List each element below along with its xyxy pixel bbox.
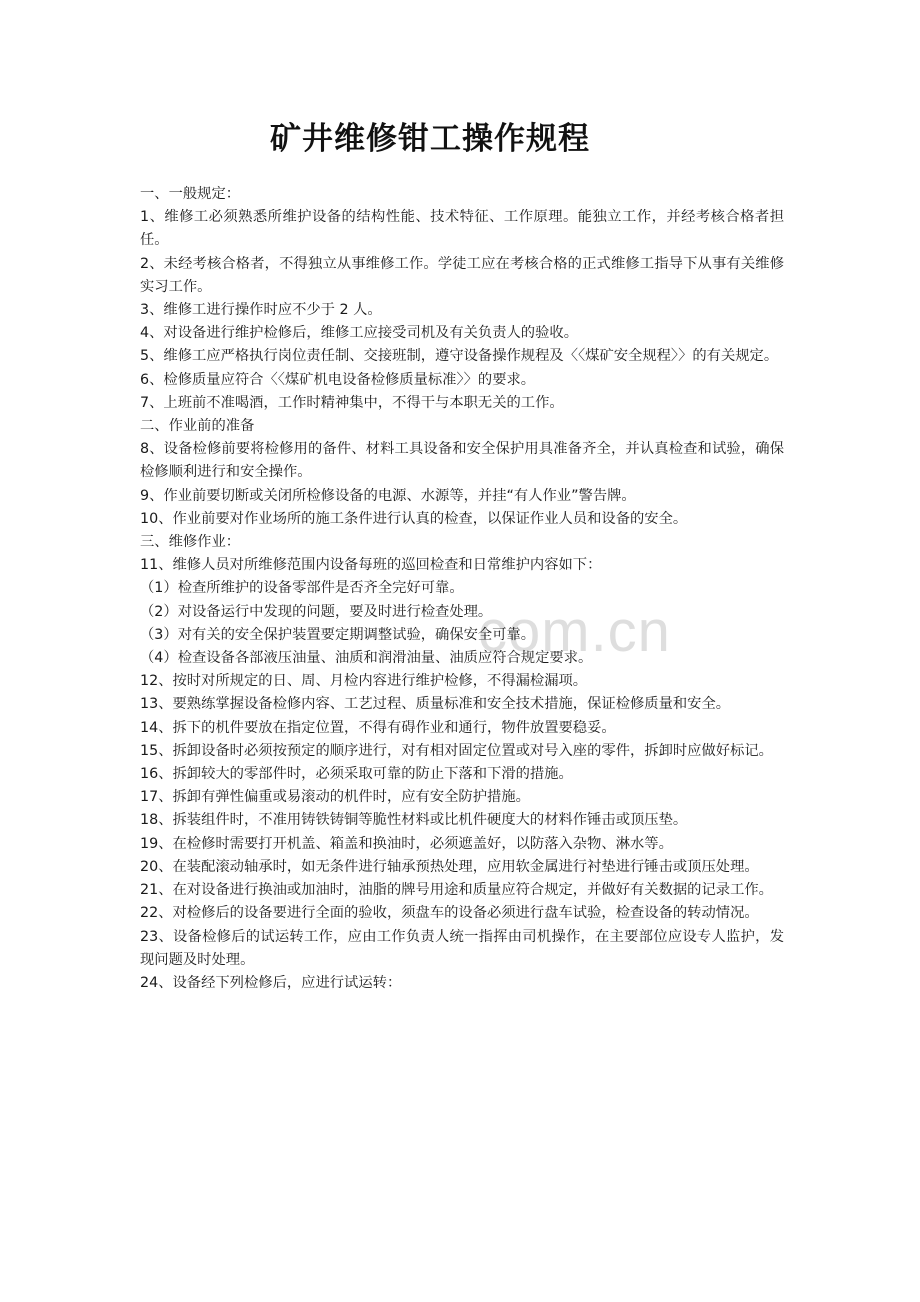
paragraph-line: 4、对设备进行维护检修后，维修工应接受司机及有关负责人的验收。	[140, 325, 578, 342]
paragraph-line: 23、设备检修后的试运转工作，应由工作负责人统一指挥由司机操作，在主要部位应设专人监护，发现问题及时处理。	[140, 928, 784, 968]
paragraph-line: 18、拆装组件时，不准用铸铁铸铜等脆性材料或比机件硬度大的材料作锤击或顶压垫。	[140, 812, 688, 829]
paragraph-line: （4）检查设备各部液压油量、油质和润滑油量、油质应符合规定要求。	[140, 650, 593, 667]
paragraph-line: （3）对有关的安全保护装置要定期调整试验，确保安全可靠。	[140, 626, 536, 643]
paragraph-line: （1）检查所维护的设备零部件是否齐全完好可靠。	[140, 580, 464, 597]
paragraph-line: 19、在检修时需要打开机盖、箱盖和换油时，必须遮盖好，以防落入杂物、淋水等。	[140, 835, 673, 852]
paragraph-line: 8、设备检修前要将检修用的备件、材料工具设备和安全保护用具准备齐全，并认真检查和试验，确保检修顺利进行和安全操作。	[140, 441, 784, 481]
paragraph-line: 三、维修作业：	[140, 534, 241, 551]
paragraph-line: 7、上班前不准喝酒，工作时精神集中，不得干与本职无关的工作。	[140, 394, 564, 411]
paragraph-line: 16、拆卸较大的零部件时，必须采取可靠的防止下落和下滑的措施。	[140, 766, 573, 783]
paragraph-line: 24、设备经下列检修后，应进行试运转：	[140, 974, 402, 991]
paragraph-line: 2、未经考核合格者，不得独立从事维修工作。学徒工应在考核合格的正式维修工指导下从事有关维修实习工作。	[140, 255, 784, 295]
paragraph-line: 15、拆卸设备时必须按预定的顺序进行，对有相对固定位置或对号入座的零件，拆卸时应做好标记。	[140, 742, 773, 759]
paragraph-line: 10、作业前要对作业场所的施工条件进行认真的检查，以保证作业人员和设备的安全。	[140, 510, 688, 527]
paragraph-line: 17、拆卸有弹性偏重或易滚动的机件时，应有安全防护措施。	[140, 789, 530, 806]
paragraph-line: 14、拆下的机件要放在指定位置，不得有碍作业和通行，物件放置要稳妥。	[140, 719, 616, 736]
paragraph-line: 20、在装配滚动轴承时，如无条件进行轴承预热处理，应用软金属进行衬垫进行锤击或顶压处理。	[140, 858, 759, 875]
paragraph-line: 13、要熟练掌握设备检修内容、工艺过程、质量标准和安全技术措施，保证检修质量和安全。	[140, 696, 731, 713]
document-body	[140, 183, 784, 995]
paragraph-line: 11、维修人员对所维修范围内设备每班的巡回检查和日常维护内容如下：	[140, 557, 602, 574]
paragraph-line: 9、作业前要切断或关闭所检修设备的电源、水源等，并挂“有人作业”警告牌。	[140, 487, 636, 504]
paragraph-line: 21、在对设备进行换油或加油时，油脂的牌号用途和质量应符合规定，并做好有关数据的记录工作。	[140, 882, 773, 899]
paragraph-line: 22、对检修后的设备要进行全面的验收，须盘车的设备必须进行盘车试验，检查设备的转动情况。	[140, 905, 759, 922]
paragraph-line: 一、一般规定：	[140, 186, 241, 202]
paragraph-line: 6、检修质量应符合〈〈煤矿机电设备检修质量标准〉〉的要求。	[140, 371, 536, 388]
paragraph-line: 12、按时对所规定的日、周、月检内容进行维护检修，不得漏检漏项。	[140, 673, 588, 690]
watermark: com.cn	[478, 599, 671, 664]
paragraph-line: 5、维修工应严格执行岗位责任制、交接班制，遵守设备操作规程及〈〈煤矿安全规程〉〉的有关规定。	[140, 348, 779, 365]
paragraph-line: 3、维修工进行操作时应不少于 2 人。	[140, 302, 382, 319]
paragraph-line: 1、维修工必须熟悉所维护设备的结构性能、技术特征、工作原理。能独立工作，并经考核合格者担任。	[140, 209, 784, 249]
paragraph-line: 二、作业前的准备	[140, 418, 255, 435]
document-title: 矿井维修钳工操作规程	[270, 121, 590, 157]
paragraph-line: （2）对设备运行中发现的问题，要及时进行检查处理。	[140, 603, 493, 620]
